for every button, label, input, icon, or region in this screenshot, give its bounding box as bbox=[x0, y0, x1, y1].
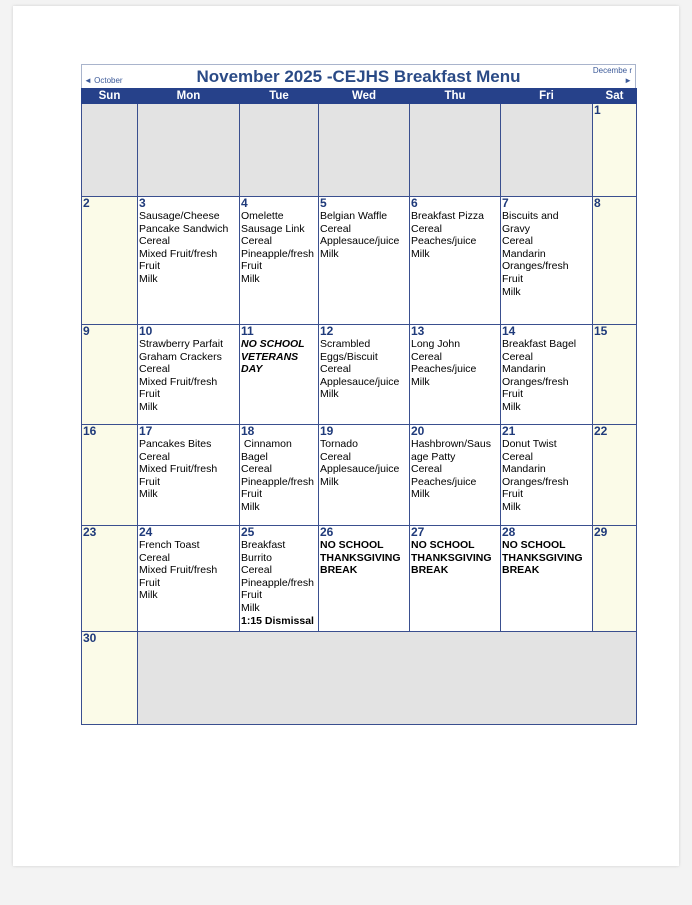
day-number: 20 bbox=[411, 424, 425, 438]
menu-item: Applesauce/juice bbox=[320, 235, 400, 248]
day-cell-10 bbox=[138, 325, 240, 425]
menu-item: Milk bbox=[411, 488, 430, 501]
day-number: 14 bbox=[502, 324, 516, 338]
day-number: 19 bbox=[320, 424, 334, 438]
day-number: 12 bbox=[320, 324, 334, 338]
menu-item: Milk bbox=[320, 475, 339, 488]
day-number: 15 bbox=[594, 324, 608, 338]
day-number: 21 bbox=[502, 424, 516, 438]
menu-item: NO SCHOOL bbox=[502, 539, 566, 551]
menu-item: Burrito bbox=[241, 551, 272, 564]
menu-item: Milk bbox=[502, 285, 521, 298]
menu-item: Cereal bbox=[320, 222, 351, 235]
menu-item: Breakfast Pizza bbox=[411, 210, 484, 222]
dismissal-note: 1:15 Dismissal bbox=[241, 614, 314, 627]
menu-item: THANKSGIVING bbox=[320, 551, 401, 564]
day-number: 1 bbox=[594, 103, 601, 117]
menu-item: Cereal bbox=[139, 235, 170, 248]
menu-item: NO SCHOOL bbox=[241, 338, 305, 350]
day-cell-22 bbox=[593, 425, 637, 526]
menu-item: Cinnamon bbox=[241, 438, 292, 450]
menu-item: Mixed Fruit/fresh bbox=[139, 247, 218, 260]
menu-item: Pancake Sandwich bbox=[139, 222, 229, 235]
day-number: 16 bbox=[83, 424, 97, 438]
weekday-sun: Sun bbox=[82, 89, 138, 104]
menu-item: Tornado bbox=[320, 438, 358, 450]
day-number: 9 bbox=[83, 324, 90, 338]
menu-item: Applesauce/juice bbox=[320, 463, 400, 476]
menu-item: French Toast bbox=[139, 539, 200, 551]
menu-item: Milk bbox=[502, 500, 521, 513]
day-cell-12 bbox=[319, 325, 410, 425]
document-page bbox=[13, 6, 679, 866]
menu-item: Fruit bbox=[502, 388, 523, 401]
day-number: 10 bbox=[139, 324, 153, 338]
day-cell-14 bbox=[501, 325, 593, 425]
menu-item: Oranges/fresh bbox=[502, 375, 569, 388]
menu-item: Pancakes Bites bbox=[139, 438, 212, 450]
menu-item: Milk bbox=[411, 375, 430, 388]
menu-item: Biscuits and bbox=[502, 210, 559, 222]
empty-day-cell bbox=[319, 104, 410, 197]
day-cell-19 bbox=[319, 425, 410, 526]
menu-item: Milk bbox=[139, 488, 158, 501]
menu-item: Belgian Waffle bbox=[320, 210, 388, 222]
empty-day-cell bbox=[240, 104, 319, 197]
menu-item: NO SCHOOL bbox=[411, 539, 475, 551]
menu-item: Cereal bbox=[241, 463, 272, 476]
menu-item: Peaches/juice bbox=[411, 363, 477, 376]
menu-item: Mandarin bbox=[502, 463, 546, 476]
menu-item: BREAK bbox=[320, 564, 358, 577]
menu-item: Cereal bbox=[502, 350, 533, 363]
day-cell-1 bbox=[593, 104, 637, 197]
day-cell-5 bbox=[319, 197, 410, 325]
menu-item: Peaches/juice bbox=[411, 475, 477, 488]
day-cell-28 bbox=[501, 526, 593, 632]
menu-item: Oranges/fresh bbox=[502, 260, 569, 273]
next-month-link[interactable]: Decembe r ► bbox=[592, 66, 632, 85]
day-cell-20 bbox=[410, 425, 501, 526]
day-cell-3 bbox=[138, 197, 240, 325]
menu-item: Cereal bbox=[320, 450, 351, 463]
day-cell-8 bbox=[593, 197, 637, 325]
menu-item: Breakfast Bagel bbox=[502, 338, 577, 350]
weekday-header-row bbox=[82, 89, 637, 104]
day-number: 24 bbox=[139, 525, 153, 539]
menu-item: Cereal bbox=[139, 551, 170, 564]
calendar-week-row bbox=[82, 632, 637, 725]
menu-item: age Patty bbox=[411, 450, 456, 463]
day-cell-2 bbox=[82, 197, 138, 325]
day-cell-26 bbox=[319, 526, 410, 632]
menu-item: Milk bbox=[139, 589, 158, 602]
day-cell-24 bbox=[138, 526, 240, 632]
menu-item: Milk bbox=[139, 400, 158, 413]
day-number: 6 bbox=[411, 196, 418, 210]
day-cell-23 bbox=[82, 526, 138, 632]
menu-item: Milk bbox=[241, 601, 260, 614]
menu-item: Long John bbox=[411, 338, 461, 350]
menu-item: Donut Twist bbox=[502, 438, 557, 450]
weekday-mon: Mon bbox=[138, 89, 240, 104]
menu-item: Fruit bbox=[502, 272, 523, 285]
calendar-week-row bbox=[82, 325, 637, 425]
calendar-grid bbox=[81, 88, 637, 725]
menu-item: Breakfast bbox=[241, 539, 286, 551]
menu-item: VETERANS bbox=[241, 350, 299, 363]
calendar-week-row bbox=[82, 197, 637, 325]
day-number: 29 bbox=[594, 525, 608, 539]
weekday-sat: Sat bbox=[593, 89, 637, 104]
menu-item: NO SCHOOL bbox=[320, 539, 384, 551]
day-cell-7 bbox=[501, 197, 593, 325]
day-cell-13 bbox=[410, 325, 501, 425]
menu-item: Cereal bbox=[320, 363, 351, 376]
day-cell-25 bbox=[240, 526, 319, 632]
empty-day-cell bbox=[410, 104, 501, 197]
menu-item: Hashbrown/Saus bbox=[411, 438, 491, 450]
menu-item: Fruit bbox=[139, 388, 160, 401]
menu-item: DAY bbox=[241, 363, 263, 376]
menu-item: Cereal bbox=[241, 564, 272, 577]
day-cell-9 bbox=[82, 325, 138, 425]
menu-item: Mandarin bbox=[502, 247, 546, 260]
day-cell-6 bbox=[410, 197, 501, 325]
empty-day-cell bbox=[138, 104, 240, 197]
menu-item: Mandarin bbox=[502, 363, 546, 376]
calendar-week-row bbox=[82, 425, 637, 526]
menu-item: Milk bbox=[241, 500, 260, 513]
menu-item: Pineapple/fresh bbox=[241, 576, 314, 589]
calendar-week-row bbox=[82, 526, 637, 632]
day-cell-4 bbox=[240, 197, 319, 325]
menu-item: Pineapple/fresh bbox=[241, 475, 314, 488]
day-number: 25 bbox=[241, 525, 255, 539]
calendar-title: November 2025 -CEJHS Breakfast Menu bbox=[196, 67, 521, 86]
day-number: 4 bbox=[241, 196, 248, 210]
day-number: 13 bbox=[411, 324, 425, 338]
menu-item: Fruit bbox=[139, 576, 160, 589]
weekday-tue: Tue bbox=[240, 89, 319, 104]
calendar bbox=[81, 64, 636, 725]
menu-item: Omelette bbox=[241, 210, 284, 222]
day-number: 17 bbox=[139, 424, 153, 438]
empty-day-cell bbox=[138, 632, 637, 725]
menu-item: BREAK bbox=[411, 564, 449, 577]
day-number: 26 bbox=[320, 525, 334, 539]
menu-item: Mixed Fruit/fresh bbox=[139, 564, 218, 577]
menu-item: Mixed Fruit/fresh bbox=[139, 375, 218, 388]
day-cell-29 bbox=[593, 526, 637, 632]
menu-item: Peaches/juice bbox=[411, 235, 477, 248]
menu-item: Fruit bbox=[502, 488, 523, 501]
menu-item: BREAK bbox=[502, 564, 540, 577]
menu-item: Cereal bbox=[411, 222, 442, 235]
day-number: 7 bbox=[502, 196, 509, 210]
day-number: 8 bbox=[594, 196, 601, 210]
day-cell-11 bbox=[240, 325, 319, 425]
menu-item: Fruit bbox=[139, 260, 160, 273]
menu-item: Fruit bbox=[139, 475, 160, 488]
menu-item: Bagel bbox=[241, 450, 268, 463]
day-number: 22 bbox=[594, 424, 608, 438]
menu-item: Applesauce/juice bbox=[320, 375, 400, 388]
menu-item: Cereal bbox=[502, 450, 533, 463]
menu-item: Fruit bbox=[241, 589, 262, 602]
prev-month-link[interactable]: ◄ October bbox=[84, 76, 123, 85]
empty-day-cell bbox=[82, 104, 138, 197]
day-cell-17 bbox=[138, 425, 240, 526]
day-number: 5 bbox=[320, 196, 327, 210]
day-number: 11 bbox=[241, 324, 254, 338]
menu-item: Cereal bbox=[241, 235, 272, 248]
menu-item: Scrambled bbox=[320, 338, 371, 350]
menu-item: Mixed Fruit/fresh bbox=[139, 463, 218, 476]
day-number: 3 bbox=[139, 196, 146, 210]
day-cell-15 bbox=[593, 325, 637, 425]
menu-item: Fruit bbox=[241, 260, 262, 273]
day-number: 27 bbox=[411, 525, 425, 539]
day-cell-27 bbox=[410, 526, 501, 632]
menu-item: Strawberry Parfait bbox=[139, 338, 224, 350]
weekday-fri: Fri bbox=[501, 89, 593, 104]
menu-item: Cereal bbox=[139, 450, 170, 463]
day-cell-21 bbox=[501, 425, 593, 526]
menu-item: Cereal bbox=[502, 235, 533, 248]
menu-item: Oranges/fresh bbox=[502, 475, 569, 488]
day-cell-18 bbox=[240, 425, 319, 526]
calendar-week-row bbox=[82, 104, 637, 197]
weekday-thu: Thu bbox=[410, 89, 501, 104]
menu-item: Sausage/Cheese bbox=[139, 210, 220, 222]
day-cell-30 bbox=[82, 632, 138, 725]
weekday-wed: Wed bbox=[319, 89, 410, 104]
day-number: 23 bbox=[83, 525, 97, 539]
menu-item: Milk bbox=[502, 400, 521, 413]
menu-item: Cereal bbox=[411, 350, 442, 363]
day-number: 2 bbox=[83, 196, 90, 210]
day-number: 30 bbox=[83, 631, 97, 645]
menu-item: Graham Crackers bbox=[139, 350, 222, 363]
menu-item: Gravy bbox=[502, 222, 531, 235]
menu-item: THANKSGIVING bbox=[411, 551, 492, 564]
menu-item: Milk bbox=[320, 247, 339, 260]
menu-item: Milk bbox=[241, 272, 260, 285]
menu-item: Sausage Link bbox=[241, 222, 305, 235]
menu-item: Cereal bbox=[411, 463, 442, 476]
empty-day-cell bbox=[501, 104, 593, 197]
menu-item: Cereal bbox=[139, 363, 170, 376]
menu-item: Milk bbox=[320, 388, 339, 401]
menu-item: Milk bbox=[411, 247, 430, 260]
menu-item: Eggs/Biscuit bbox=[320, 350, 378, 363]
menu-item: Pineapple/fresh bbox=[241, 247, 314, 260]
menu-item: Fruit bbox=[241, 488, 262, 501]
day-number: 28 bbox=[502, 525, 516, 539]
menu-item: THANKSGIVING bbox=[502, 551, 583, 564]
menu-item: Milk bbox=[139, 272, 158, 285]
calendar-header bbox=[81, 64, 636, 88]
day-number: 18 bbox=[241, 424, 255, 438]
day-cell-16 bbox=[82, 425, 138, 526]
